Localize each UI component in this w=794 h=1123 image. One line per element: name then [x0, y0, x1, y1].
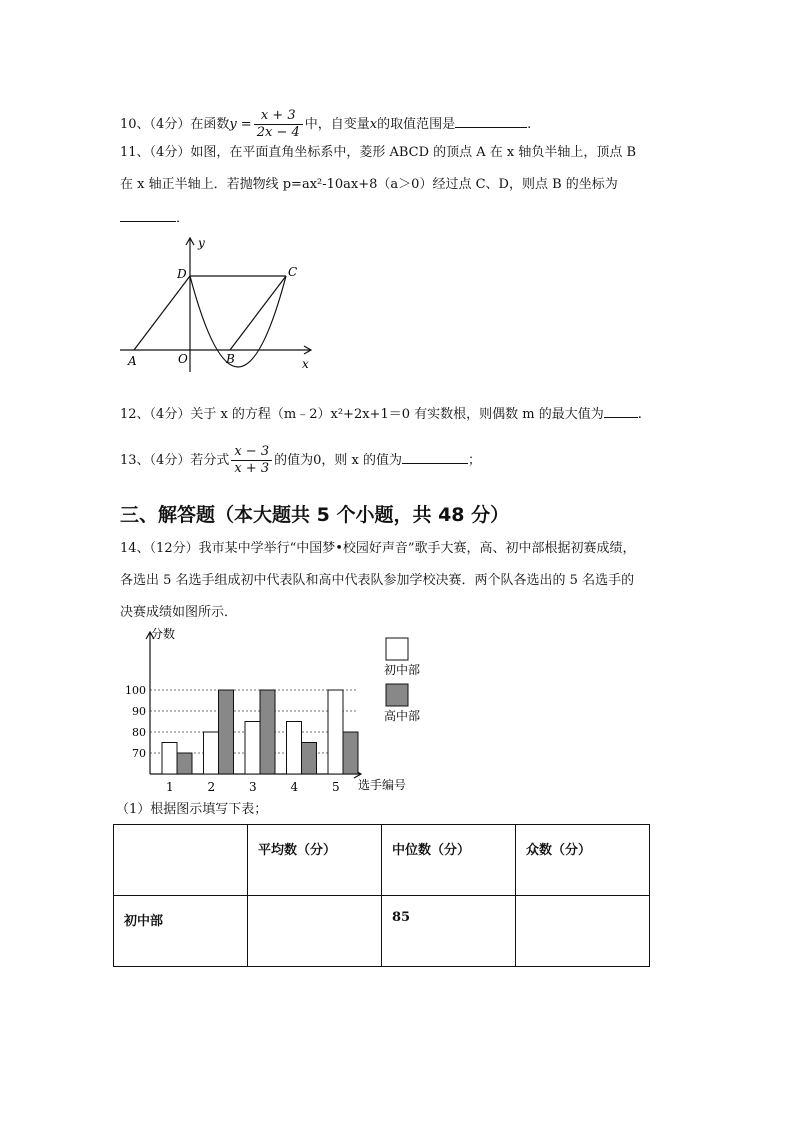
bar: [204, 732, 219, 774]
q10-prefix: 10、（4分）在函数: [120, 117, 230, 132]
q12-text: 12、（4分）关于 x 的方程（m﹣2）x²+2x+1＝0 有实数根，则偶数 m 的最大值为: [120, 407, 604, 422]
q11-line1: 11、（4分）如图，在平面直角坐标系中，菱形 ABCD 的顶点 A 在 x 轴负半轴上，顶点 B: [120, 145, 637, 160]
q14-line2: 各选出 5 名选手组成初中代表队和高中代表队参加学校决赛．两个队各选出的 5 名选手的: [120, 573, 635, 588]
legend-swatch: [386, 638, 408, 660]
bar: [260, 690, 275, 774]
label-D: D: [177, 267, 187, 281]
label-A: A: [128, 354, 137, 368]
table-header-cell: 中位数（分）: [382, 825, 516, 896]
stats-table: [113, 824, 650, 967]
q14-line1: 14、（12分）我市某中学举行“中国梦•校园好声音”歌手大赛，高、初中部根据初赛成绩，: [120, 541, 636, 556]
q13-frac-num: x − 3: [231, 444, 272, 461]
q13-end: ；: [467, 453, 481, 468]
bar: [245, 722, 260, 775]
q12-answer-blank[interactable]: [604, 404, 638, 418]
question-12: [120, 404, 642, 424]
q10-end: .: [527, 117, 532, 132]
q11-figure: [110, 232, 330, 377]
label-y: y: [198, 236, 205, 250]
table-cell: 85: [382, 896, 516, 967]
table-header-row: [114, 825, 650, 896]
table-cell[interactable]: [516, 896, 650, 967]
legend-swatch: [386, 684, 408, 706]
bar: [343, 732, 358, 774]
question-10: [120, 108, 531, 141]
bar: [328, 690, 343, 774]
x-tick-label: 3: [249, 780, 257, 794]
q11-end: ．: [176, 211, 190, 226]
bar: [219, 690, 234, 774]
parabola: [190, 276, 286, 367]
table-row: [114, 896, 650, 967]
legend-label: 初中部: [384, 663, 421, 677]
x-axis-label: 选手编号: [358, 778, 407, 792]
legend-label: 高中部: [384, 709, 421, 723]
q10-suffix: 的取值范围是: [377, 117, 456, 132]
y-tick-label: 100: [125, 684, 146, 697]
q10-fraction: [254, 108, 303, 141]
q13-suffix: 的值为0，则 x 的值为: [274, 453, 402, 468]
q10-frac-den: 2x − 4: [256, 125, 300, 140]
q11-line2: 在 x 轴正半轴上．若抛物线 p=ax²-10ax+8（a＞0）经过点 C、D，则点 B 的坐标为: [120, 177, 618, 192]
y-axis-label: 分数: [151, 627, 176, 641]
y-tick-label: 70: [132, 747, 146, 760]
q13-fraction: [231, 444, 272, 477]
q10-mid: 中，自变量: [304, 117, 370, 132]
x-tick-label: 1: [166, 780, 174, 794]
q14-sub1: （1）根据图示填写下表；: [116, 802, 268, 817]
y-tick-label: 80: [132, 726, 146, 739]
x-tick-label: 4: [290, 780, 299, 794]
q10-answer-blank[interactable]: [455, 114, 527, 128]
segment-BC: [230, 276, 286, 350]
q11-answer-blank[interactable]: [120, 208, 176, 222]
score-bar-chart: [110, 622, 450, 800]
q13-answer-blank[interactable]: [402, 450, 468, 464]
bar: [177, 753, 192, 774]
section-heading: 三、解答题（本大题共 5 个小题，共 48 分）: [120, 504, 510, 526]
label-C: C: [288, 265, 298, 279]
y-tick-label: 90: [132, 705, 146, 718]
question-13: [120, 444, 481, 477]
q10-frac-num: x + 3: [254, 108, 303, 125]
bar: [302, 743, 317, 775]
table-header-cell: [114, 825, 248, 896]
q13-prefix: 13、（4分）若分式: [120, 453, 230, 468]
label-B: B: [226, 352, 235, 366]
table-cell[interactable]: [248, 896, 382, 967]
table-cell: 初中部: [114, 896, 248, 967]
q12-end: .: [637, 407, 642, 422]
x-tick-label: 5: [332, 780, 340, 794]
segment-AD: [134, 276, 190, 350]
table-header-cell: 众数（分）: [516, 825, 650, 896]
label-x: x: [302, 357, 309, 371]
bar: [287, 722, 302, 775]
label-O: O: [178, 352, 188, 366]
q11-line3: [120, 208, 189, 228]
q14-line3: 决赛成绩如图所示．: [120, 605, 238, 620]
x-tick-label: 2: [207, 780, 216, 794]
table-header-cell: 平均数（分）: [248, 825, 382, 896]
bar: [162, 743, 177, 775]
q10-var: x: [369, 117, 378, 132]
q13-frac-den: x + 3: [234, 461, 270, 476]
q10-y-eq: y =: [229, 117, 252, 132]
